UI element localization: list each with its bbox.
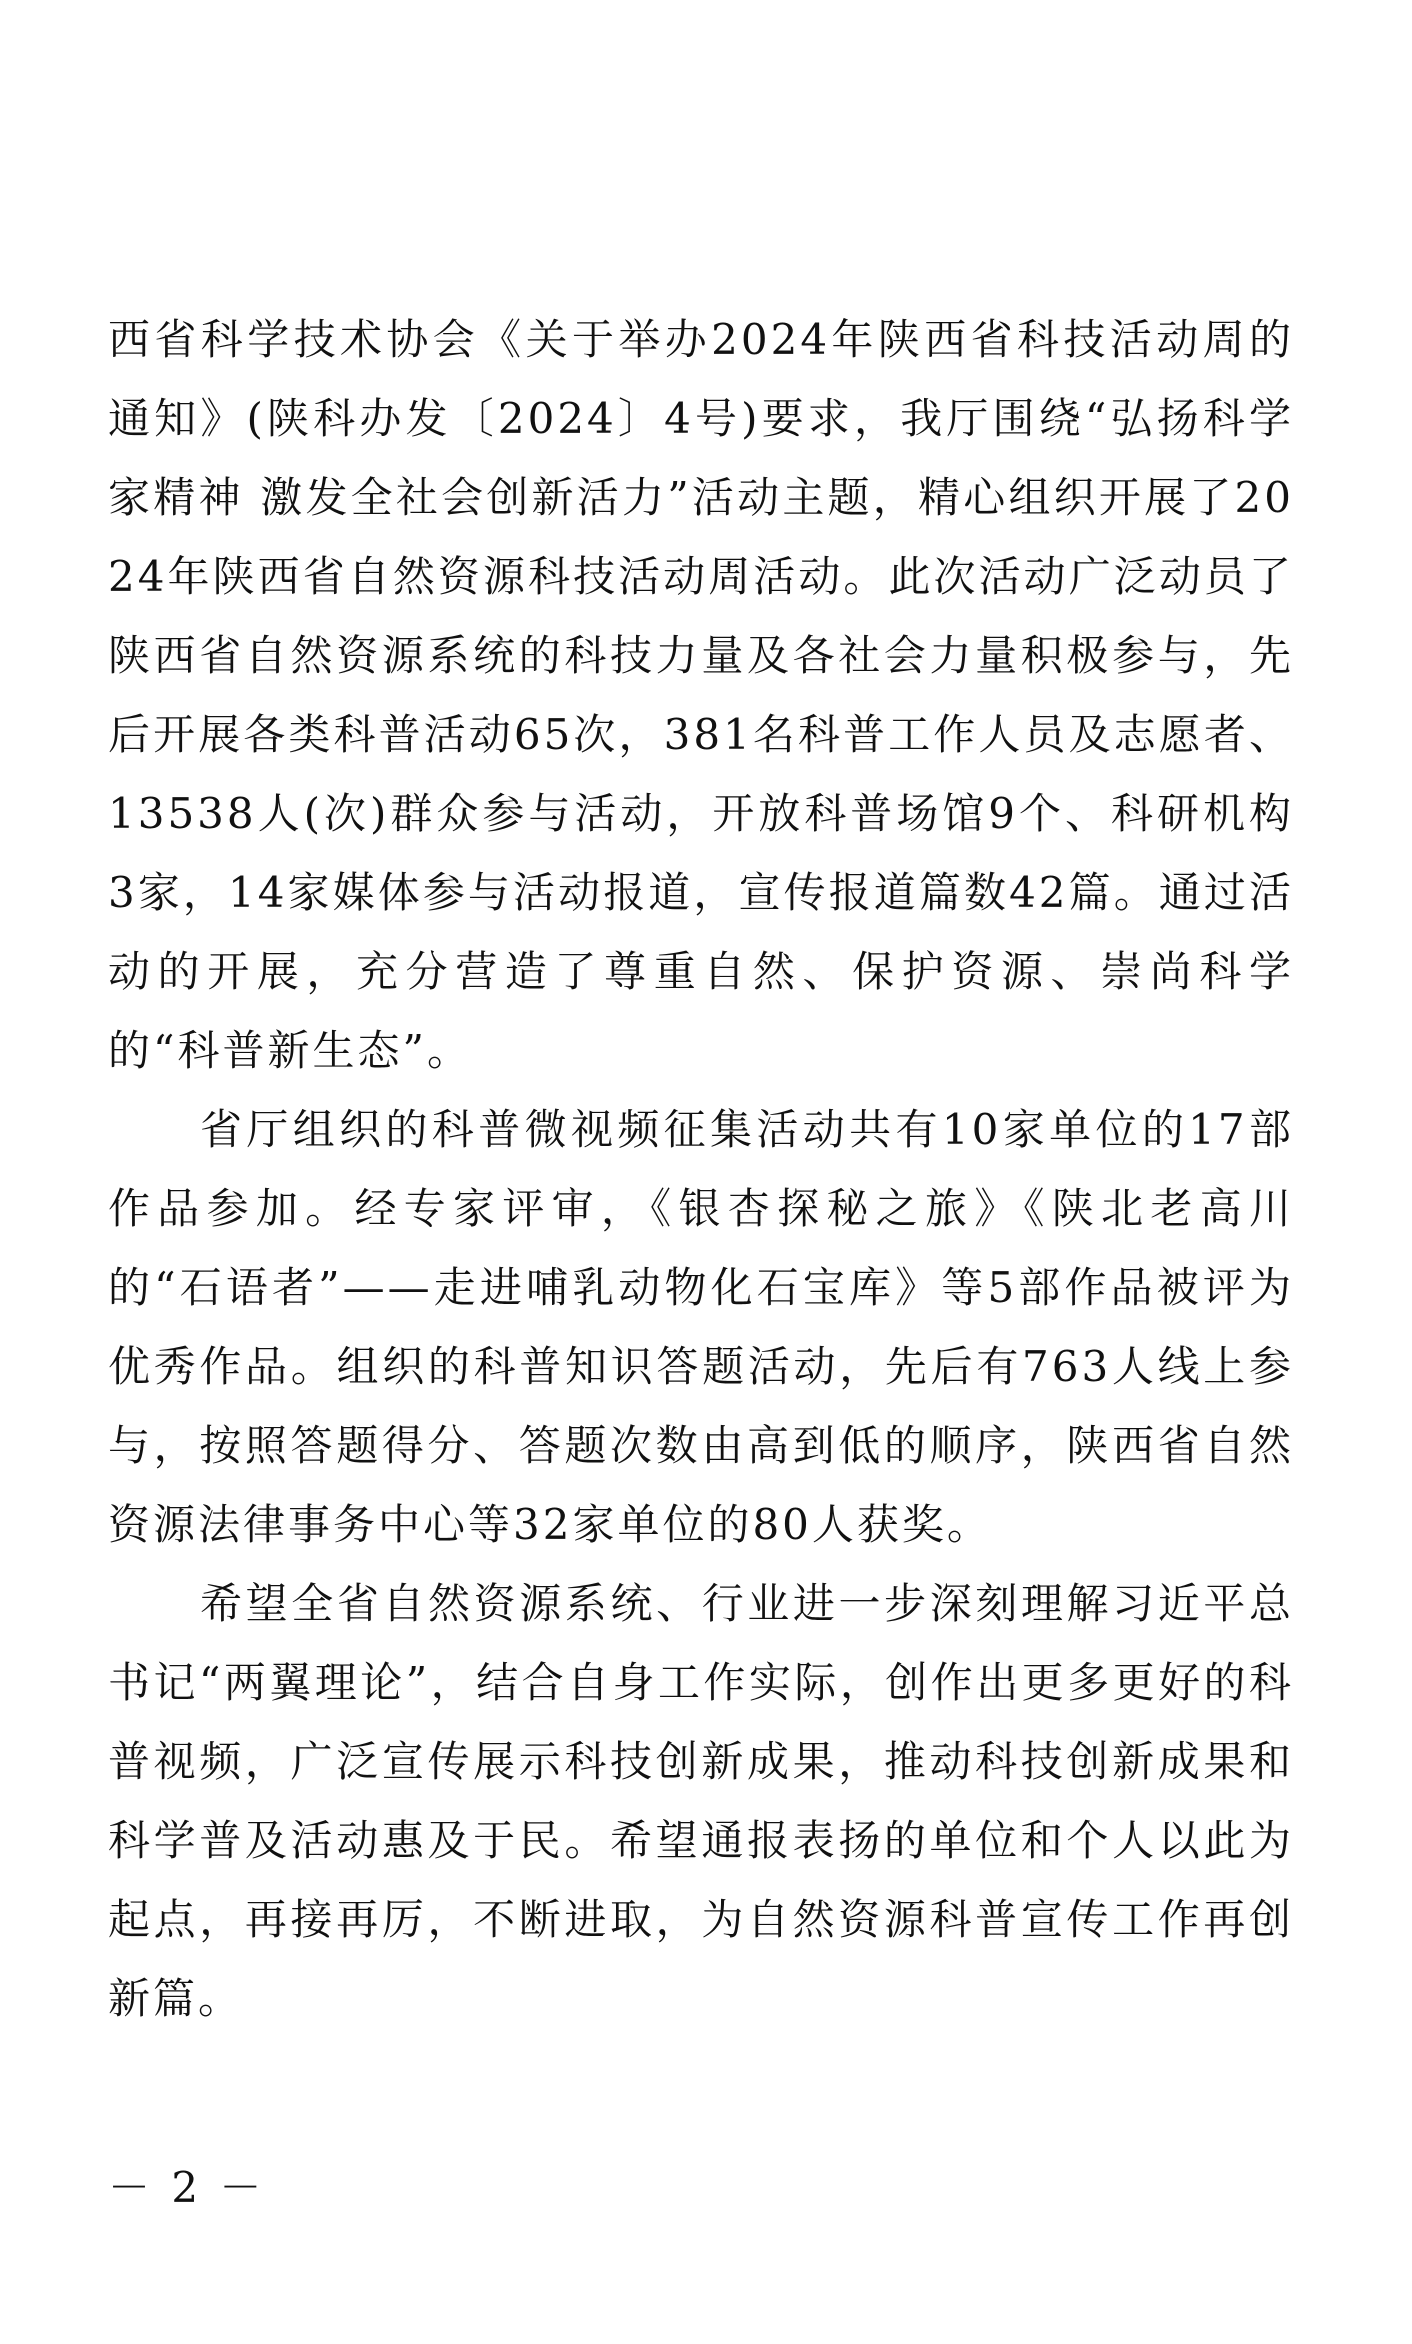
paragraph-continuation: 西省科学技术协会《关于举办2024年陕西省科技活动周的通知》(陕科办发〔2024〕4号)要求，我厅围绕“弘扬科学家精神 激发全社会创新活力”活动主题，精心组织开展了2024年陕西省自然资源科技活动周活动。此次活动广泛动员了陕西省自然资源系统的科技力量及各社会力量积极参与，先后开展各类科普活动65次，381名科普工作人员及志愿者、13538人(次)群众参与活动，开放科普场馆9个、科研机构3家，14家媒体参与活动报道，宣传报道篇数42篇。通过活动的开展，充分营造了尊重自然、保护资源、崇尚科学的“科普新生态”。 — [108, 315, 1294, 1075]
document-body — [108, 300, 1294, 2038]
page-number: － 2 － — [108, 2163, 266, 2212]
paragraph-video-contest: 省厅组织的科普微视频征集活动共有10家单位的17部作品参加。经专家评审，《银杏探秘之旅》《陕北老高川的“石语者”——走进哺乳动物化石宝库》等5部作品被评为优秀作品。组织的科普知识答题活动，先后有763人线上参与，按照答题得分、答题次数由高到低的顺序，陕西省自然资源法律事务中心等32家单位的80人获奖。 — [108, 1105, 1294, 1549]
paragraph-closing-hope: 希望全省自然资源系统、行业进一步深刻理解习近平总书记“两翼理论”，结合自身工作实际，创作出更多更好的科普视频，广泛宣传展示科技创新成果，推动科技创新成果和科学普及活动惠及于民。希望通报表扬的单位和个人以此为起点，再接再厉，不断进取，为自然资源科普宣传工作再创新篇。 — [108, 1579, 1294, 2023]
